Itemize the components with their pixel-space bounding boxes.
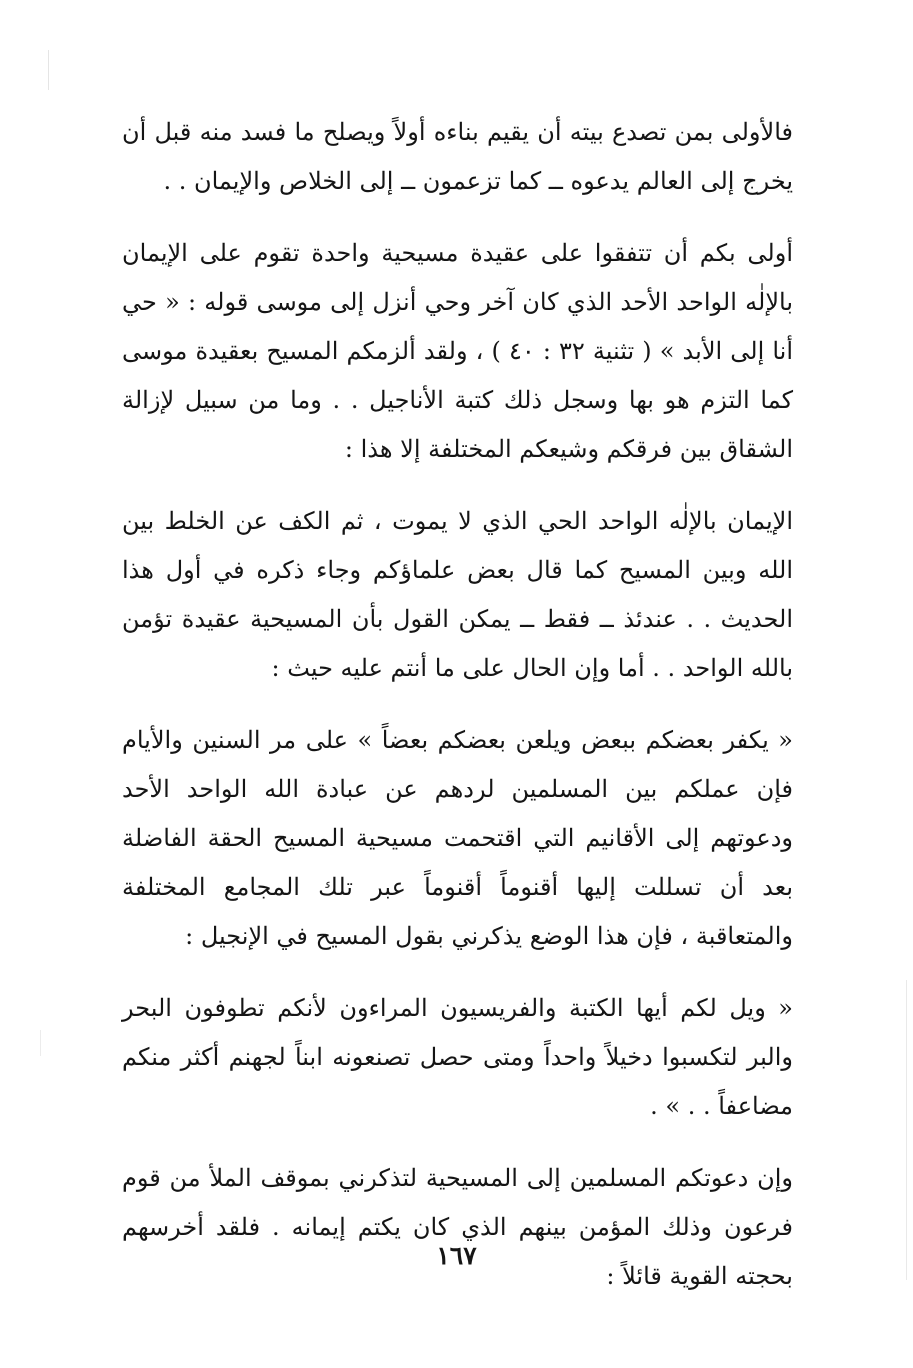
paragraph-4: « يكفر بعضكم ببعض ويلعن بعضكم بعضاً » على مر السنين والأيام فإن عملكم بين المسلمين لردهم عن عبادة الله الواحد الأحد ودعوتهم إلى الأقانيم التي اقتحمت مسيحية المسيح الحقة الفاضلة بعد أن تسللت إليها أقنوماً أقنوماً عبر تلك المجامع المختلفة والمتعاقبة ، فإن هذا الوضع يذكرني بقول المسيح في الإنجيل : [122, 726, 793, 950]
paragraph-2: أولى بكم أن تتفقوا على عقيدة مسيحية واحدة تقوم على الإيمان بالإلٰه الواحد الأحد الذي كان آخر وحي أنزل إلى موسى قوله : « حي أنا إلى الأبد » ( تثنية ٣٢ : ٤٠ ) ، ولقد ألزمكم المسيح بعقيدة موسى كما التزم هو بها وسجل ذلك كتبة الأناجيل . . وما من سبيل لإزالة الشقاق بين فرقكم وشيعكم المختلفة إلا هذا : [122, 239, 794, 463]
paragraph-5: « ويل لكم أيها الكتبة والفريسيون المراءون لأنكم تطوفون البحر والبر لتكسبوا دخيلاً واحداً ومتى حصل تصنعونه ابناً لجهنم أكثر منكم مضاعفاً . . » . [122, 994, 793, 1120]
paragraph-6: وإن دعوتكم المسلمين إلى المسيحية لتذكرني بموقف الملأ من قوم فرعون وذلك المؤمن بينهم الذي كان يكتم إيمانه . فلقد أخرسهم بحجته القوية قائلاً : [122, 1164, 793, 1290]
scan-artifact [906, 980, 907, 1280]
paragraph-3: الإيمان بالإلٰه الواحد الحي الذي لا يموت ، ثم الكف عن الخلط بين الله وبين المسيح كما قال بعض علماؤكم وجاء ذكره في أول هذا الحديث . . عندئذ ــ فقط ــ يمكن القول بأن المسيحية عقيدة تؤمن بالله الواحد . . أما وإن الحال على ما أنتم عليه حيث : [122, 507, 793, 682]
scan-artifact [40, 1030, 41, 1056]
scan-artifact [48, 50, 49, 90]
page-number: ١٦٧ [436, 1241, 477, 1270]
body-text [122, 108, 793, 1324]
paragraph-1: فالأولى بمن تصدع بيته أن يقيم بناءه أولاً ويصلح ما فسد منه قبل أن يخرج إلى العالم يدعوه ــ كما تزعمون ــ إلى الخلاص والإيمان . . [122, 118, 793, 195]
